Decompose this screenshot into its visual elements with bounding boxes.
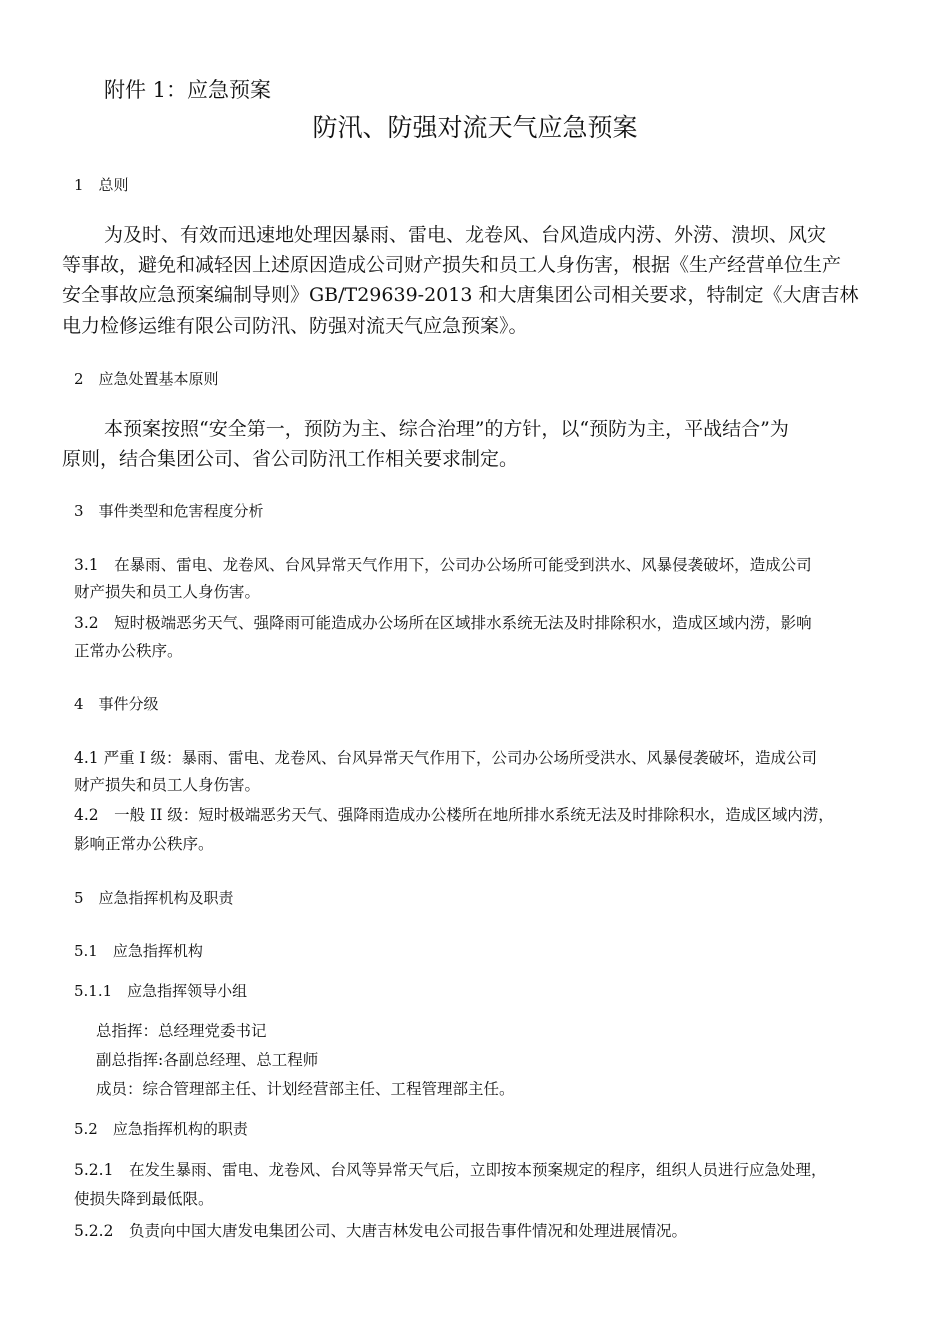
deputy-commander-line: 副总指挥:各副总经理、总工程师 (96, 1051, 319, 1069)
section-3-2-line: 3.2 短时极端恶劣天气、强降雨可能造成办公场所在区域排水系统无法及时排除积水，造成区域内涝，影响 (74, 614, 812, 632)
section-3-1-line: 财产损失和员工人身伤害。 (74, 583, 261, 601)
section-4-2-line: 影响正常办公秩序。 (74, 835, 214, 853)
section-3-1-line: 3.1 在暴雨、雷电、龙卷风、台风异常天气作用下，公司办公场所可能受到洪水、风暴侵袭破坏，造成公司 (74, 556, 812, 574)
section-1-paragraph-line: 安全事故应急预案编制导则》GB/T29639-2013 和大唐集团公司相关要求，特制定《大唐吉林 (62, 284, 859, 306)
section-2-paragraph-line: 原则，结合集团公司、省公司防汛工作相关要求制定。 (62, 448, 519, 470)
commander-line: 总指挥：总经理党委书记 (96, 1022, 267, 1040)
section-5-2-heading: 5.2 应急指挥机构的职责 (74, 1120, 248, 1138)
section-4-heading: 4 事件分级 (74, 695, 159, 713)
section-2-heading: 2 应急处置基本原则 (74, 370, 219, 388)
attachment-label: 附件 1：应急预案 (104, 78, 272, 102)
section-5-2-2-line: 5.2.2 负责向中国大唐发电集团公司、大唐吉林发电公司报告事件情况和处理进展情况。 (74, 1222, 687, 1240)
section-5-2-1-line: 5.2.1 在发生暴雨、雷电、龙卷风、台风等异常天气后，立即按本预案规定的程序，组织人员进行应急处理， (74, 1161, 827, 1179)
section-2-paragraph-line: 本预案按照“安全第一，预防为主、综合治理”的方针，以“预防为主，平战结合”为 (104, 418, 789, 440)
section-1-paragraph-line: 电力检修运维有限公司防汛、防强对流天气应急预案》。 (62, 315, 528, 337)
section-5-2-1-line: 使损失降到最低限。 (74, 1190, 214, 1208)
members-line: 成员：综合管理部主任、计划经营部主任、工程管理部主任。 (96, 1080, 515, 1098)
section-4-1-line: 财产损失和员工人身伤害。 (74, 776, 261, 794)
section-5-heading: 5 应急指挥机构及职责 (74, 889, 234, 907)
section-4-1-line: 4.1 严重 I 级：暴雨、雷电、龙卷风、台风异常天气作用下，公司办公场所受洪水、风暴侵袭破坏，造成公司 (74, 749, 818, 767)
section-5-1-heading: 5.1 应急指挥机构 (74, 942, 203, 960)
section-1-paragraph-line: 等事故，避免和减轻因上述原因造成公司财产损失和员工人身伤害，根据《生产经营单位生产 (62, 254, 842, 276)
section-4-2-line: 4.2 一般 II 级：短时极端恶劣天气、强降雨造成办公楼所在地所排水系统无法及时排除积水，造成区域内涝， (74, 806, 834, 824)
document-title: 防汛、防强对流天气应急预案 (312, 113, 638, 142)
section-1-paragraph-line: 为及时、有效而迅速地处理因暴雨、雷电、龙卷风、台风造成内涝、外涝、溃坝、风灾 (104, 224, 827, 246)
section-3-heading: 3 事件类型和危害程度分析 (74, 502, 264, 520)
section-3-2-line: 正常办公秩序。 (74, 642, 183, 660)
section-5-1-1-heading: 5.1.1 应急指挥领导小组 (74, 982, 248, 1000)
section-1-heading: 1 总则 (74, 176, 129, 194)
